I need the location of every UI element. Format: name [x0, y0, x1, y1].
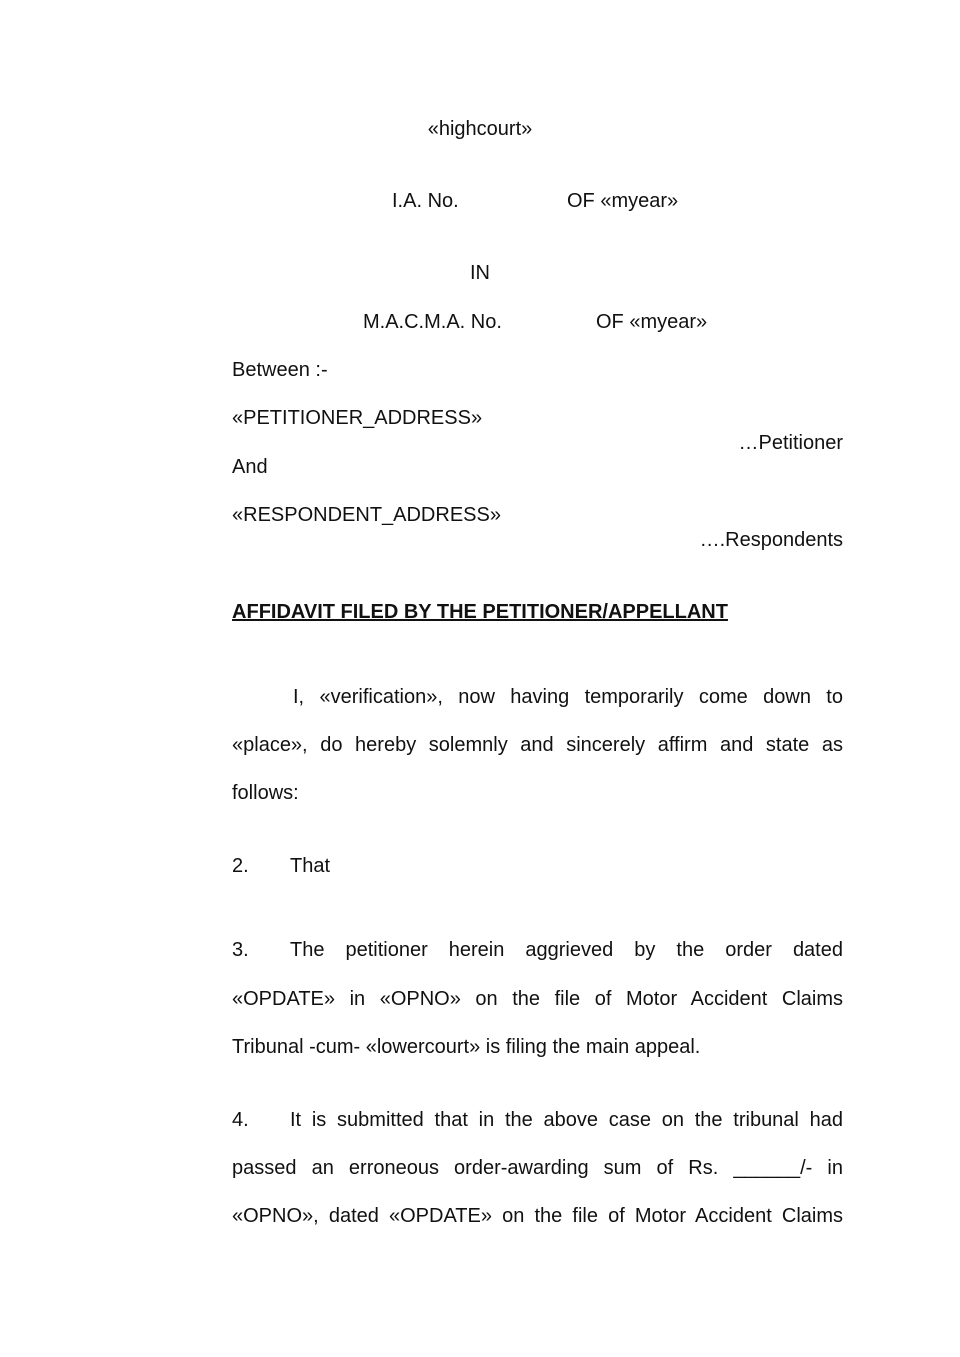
para2 — [232, 854, 330, 878]
para4-line2: passed an erroneous order-awarding sum of Rs. ______/- in — [232, 1157, 843, 1179]
respondent-role: ….Respondents — [699, 529, 843, 551]
para1-line2: «place», do hereby solemnly and sincerely affirm and state as — [232, 734, 843, 756]
ia-year: OF «myear» — [567, 190, 679, 212]
ia-number-label: I.A. No. — [392, 190, 459, 212]
macma-number-label: M.A.C.M.A. No. — [363, 311, 502, 333]
and-label: And — [232, 456, 268, 478]
macma-year: OF «myear» — [596, 311, 708, 333]
petitioner-role: …Petitioner — [738, 432, 843, 454]
para3-line2: «OPDATE» in «OPNO» on the file of Motor Accident Claims — [232, 988, 843, 1010]
para2-text: That — [290, 855, 331, 877]
court-name: «highcourt» — [427, 118, 533, 140]
in-label: IN — [470, 262, 490, 284]
respondent-address: «RESPONDENT_ADDRESS» — [232, 504, 501, 526]
para2-number: 2. — [232, 855, 249, 877]
petitioner-address: «PETITIONER_ADDRESS» — [232, 407, 483, 429]
affidavit-title: AFFIDAVIT FILED BY THE PETITIONER/APPELLANT — [232, 601, 728, 623]
para4-line3: «OPNO», dated «OPDATE» on the file of Motor Accident Claims — [232, 1205, 843, 1227]
para3-number: 3. — [232, 939, 249, 961]
para3-line3: Tribunal -cum- «lowercourt» is filing the main appeal. — [232, 1036, 701, 1058]
para3-line1: The petitioner herein aggrieved by the order dated — [290, 939, 843, 961]
between-label: Between :- — [232, 359, 328, 381]
para4-line1: It is submitted that in the above case on the tribunal had — [290, 1109, 843, 1131]
para1-line3: follows: — [232, 782, 299, 804]
para1-line1: I, «verification», now having temporarily come down to — [293, 686, 843, 708]
para4-number: 4. — [232, 1109, 249, 1131]
